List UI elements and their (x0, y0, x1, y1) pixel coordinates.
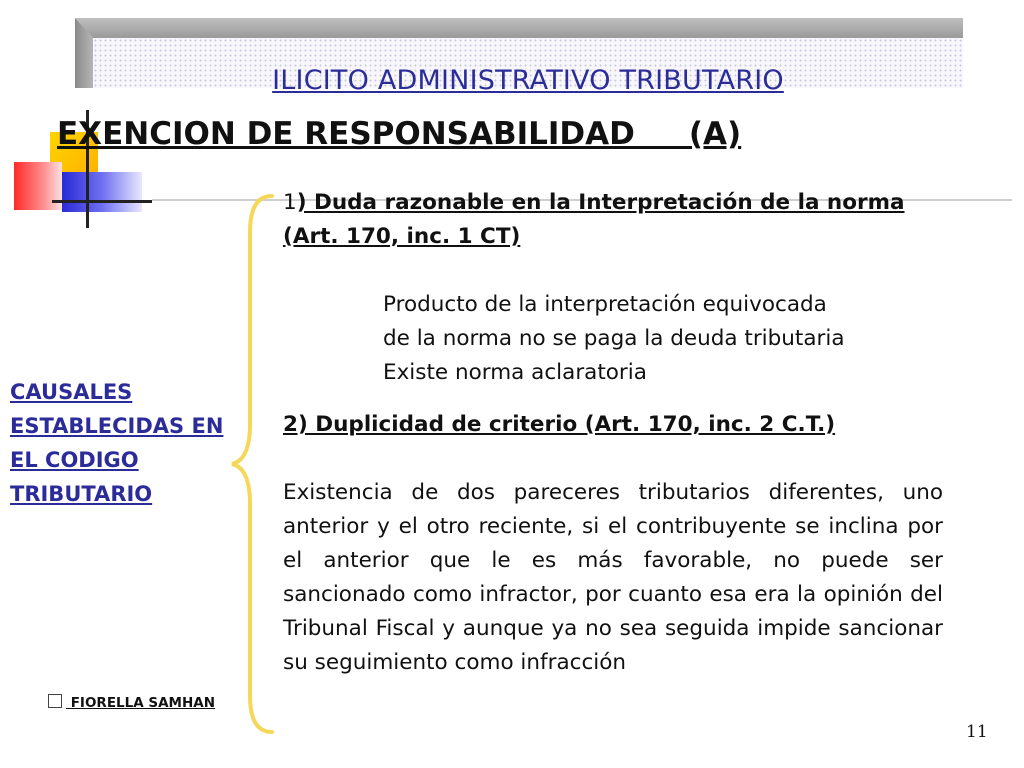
author-name: FIORELLA SAMHAN (66, 695, 216, 711)
main-content (283, 186, 943, 680)
banner-face (93, 38, 963, 96)
item-1-title (283, 186, 943, 254)
logo-horizontal-line (52, 200, 152, 203)
item-1-line: Producto de la interpretación equivocada (383, 292, 827, 317)
curly-bracket (228, 192, 278, 736)
item-2-title: 2) Duplicidad de criterio (Art. 170, inc. 2 C.T.) (283, 412, 836, 437)
logo-blue-square (62, 172, 142, 212)
item-2-body: Existencia de dos pareceres tributarios diferentes, uno anterior y el otro reciente, si el contribuyente se inclina por el anterior que le es más favorable, no puede ser sancionado como infractor, por cuanto esa era la opinión del Tribunal Fiscal y aunque ya no sea seguida impide sancionar su seguimiento como infracción (283, 480, 943, 675)
item-1-lines (283, 288, 943, 390)
causales-label: CAUSALES ESTABLECIDAS EN EL CODIGO TRIBUTARIO (10, 380, 224, 506)
item-1-number: 1 (283, 190, 297, 215)
page-number: 11 (966, 722, 988, 742)
item-1-line: de la norma no se paga la deuda tributaria (383, 326, 845, 351)
banner-title: ILICITO ADMINISTRATIVO TRIBUTARIO (272, 65, 784, 96)
title-banner (75, 18, 963, 96)
item-1-title-text: ) Duda razonable en la Interpretación de la norma (Art. 170, inc. 1 CT) (283, 190, 905, 249)
banner-top-bevel (75, 18, 963, 38)
checkbox-glyph-icon (48, 694, 62, 708)
page-title: EXENCION DE RESPONSABILIDAD (A) (57, 116, 742, 152)
item-1-line: Existe norma aclaratoria (383, 360, 647, 385)
author-footer (48, 694, 215, 711)
